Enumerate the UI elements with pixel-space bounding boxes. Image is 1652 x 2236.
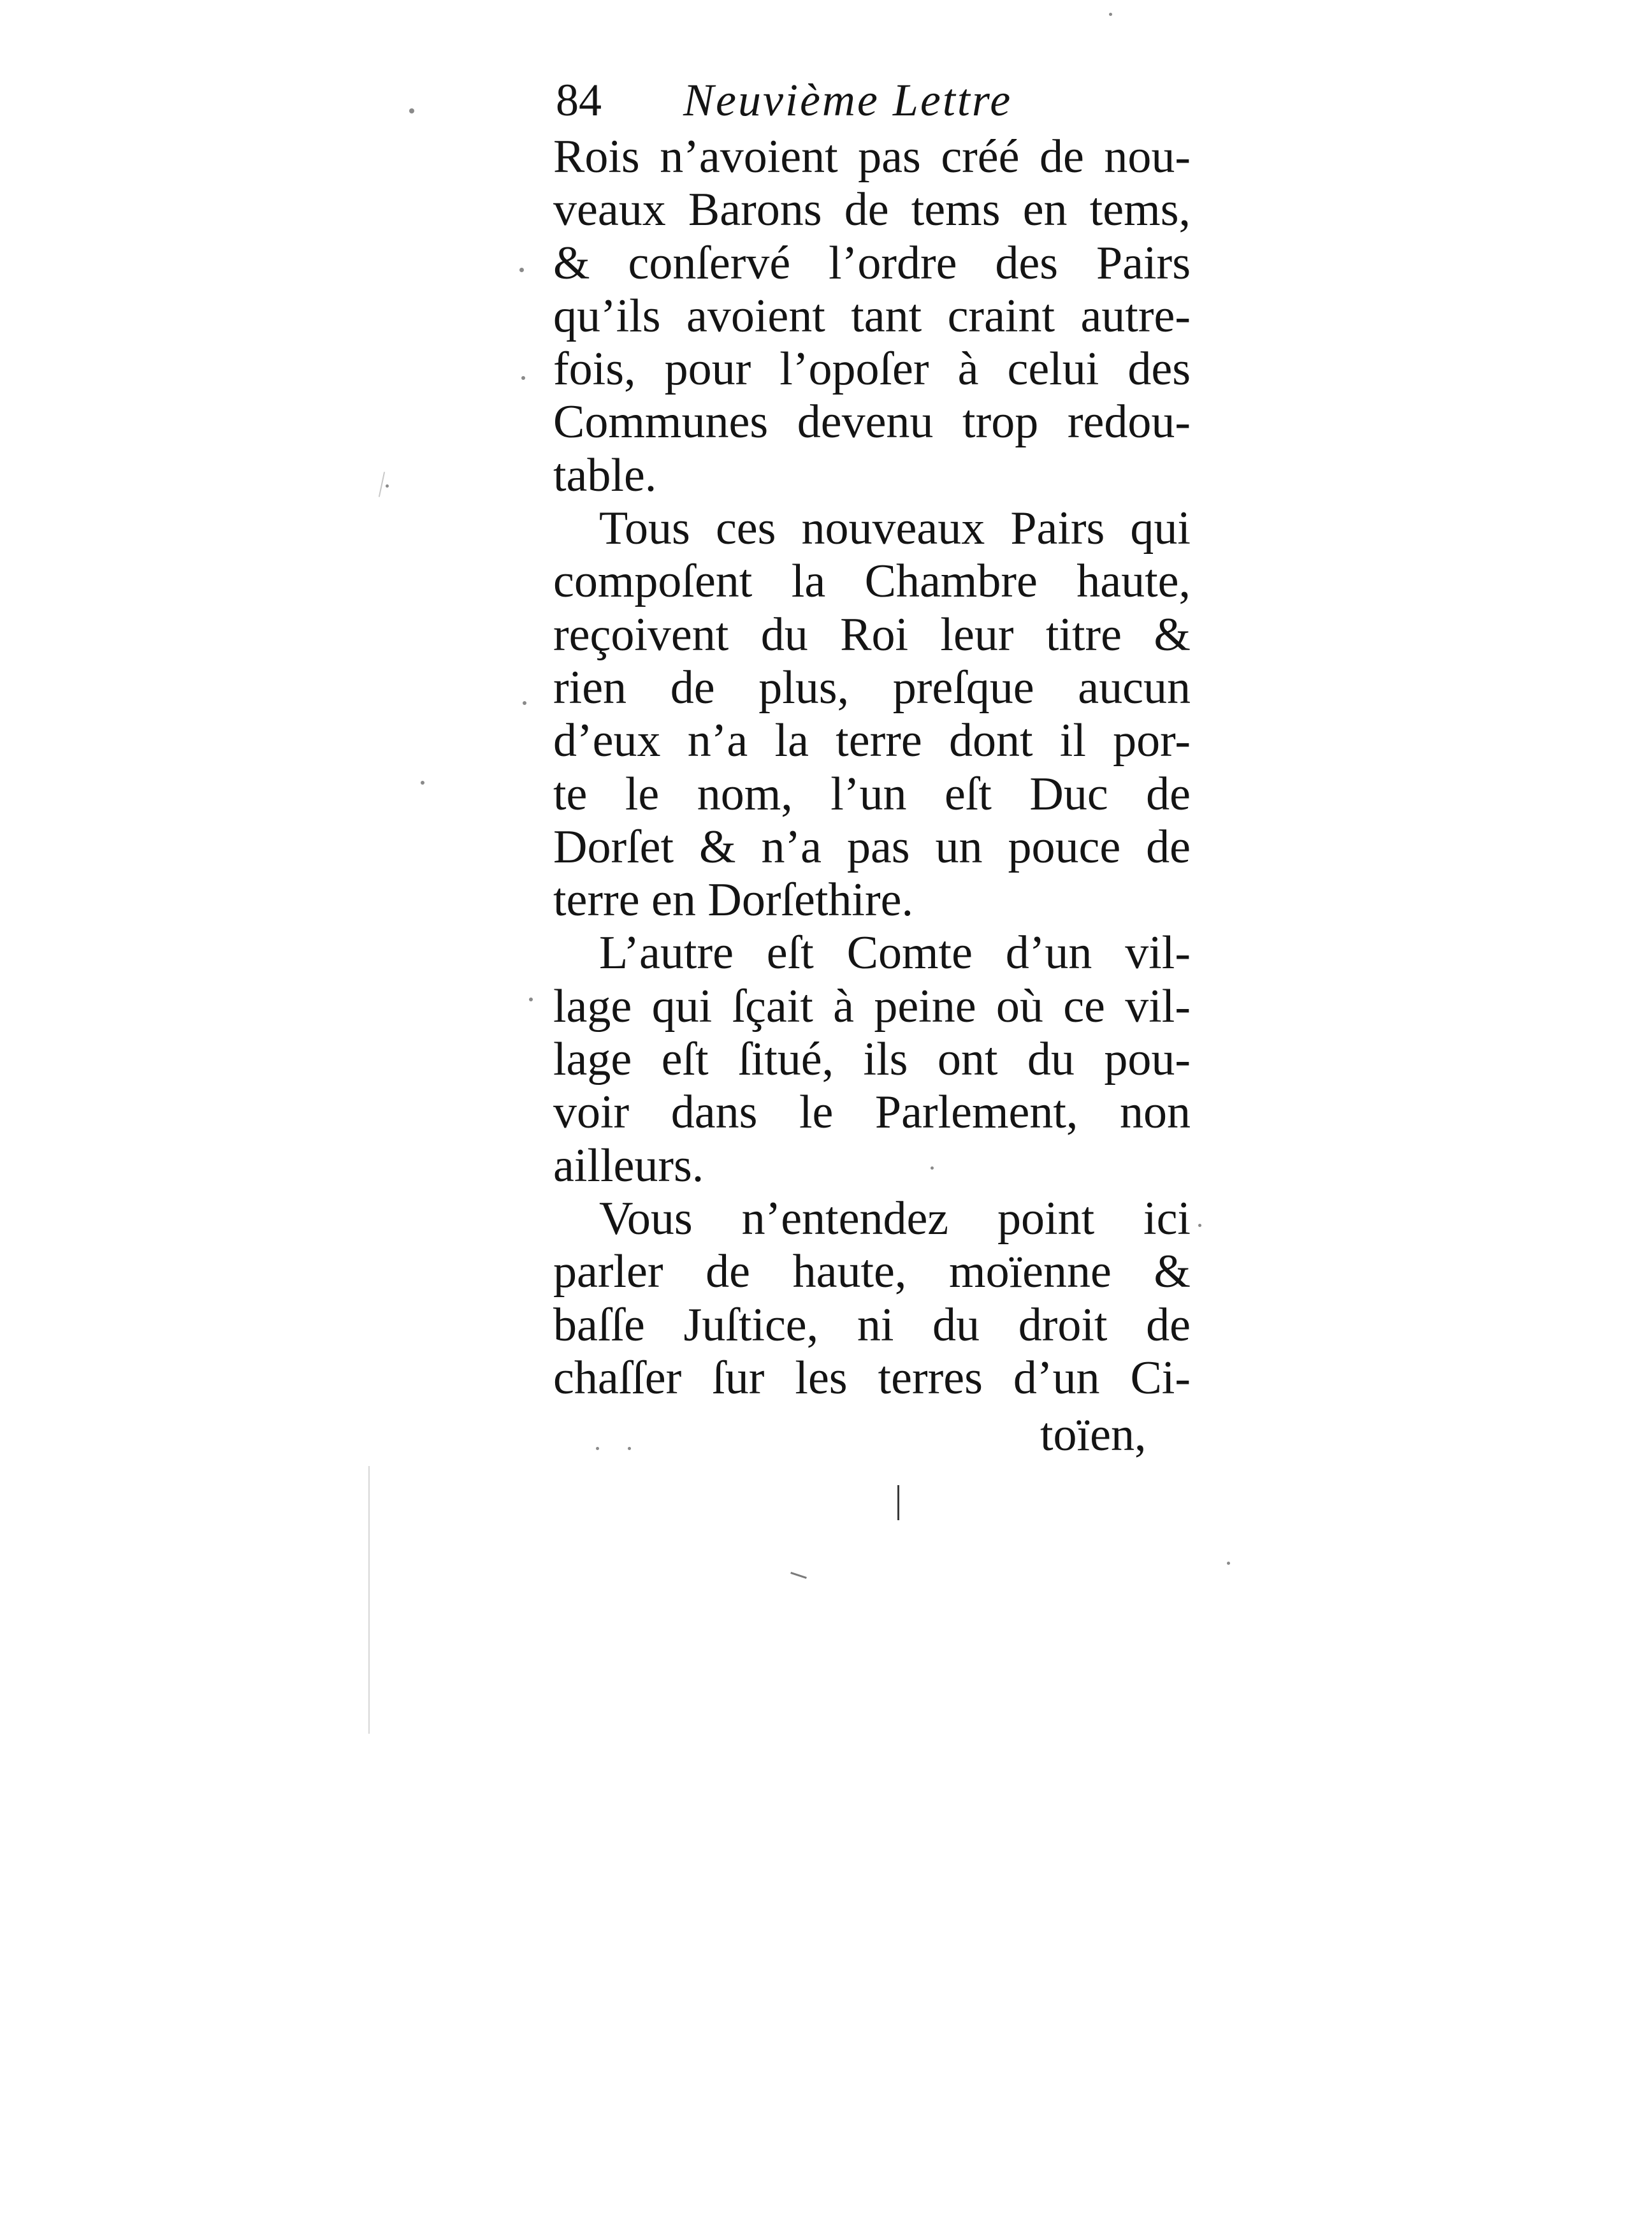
text-line: fois, pour l’opoſer à celui des <box>553 343 1191 396</box>
scan-mark <box>368 1466 370 1734</box>
scan-speck <box>1109 13 1112 16</box>
scan-speck <box>1227 1562 1230 1565</box>
text-line: L’autre eſt Comte d’un vil- <box>599 927 1191 980</box>
text-line: parler de haute, moïenne & <box>553 1245 1191 1298</box>
scan-speck <box>628 1447 631 1450</box>
text-line: terre en Dorſethire. <box>553 874 913 927</box>
running-title: Neuvième Lettre <box>683 75 1013 126</box>
catchword: toïen, <box>1040 1409 1147 1461</box>
scan-speck <box>421 781 424 785</box>
text-line: & conſervé l’ordre des Pairs <box>553 236 1191 289</box>
scan-speck <box>386 484 389 488</box>
text-line: veaux Barons de tems en tems, <box>553 184 1191 236</box>
text-line: ailleurs. <box>553 1139 704 1192</box>
scan-mark <box>897 1485 899 1520</box>
text-line: Dorſet & n’a pas un pouce de <box>553 820 1191 873</box>
scan-speck <box>931 1166 934 1170</box>
text-line: Vous n’entendez point ici <box>599 1192 1191 1245</box>
scan-mark <box>379 472 385 497</box>
text-line: reçoivent du Roi leur titre & <box>553 608 1191 661</box>
text-line: lage qui ſçait à peine où ce vil- <box>553 980 1191 1033</box>
scan-speck <box>521 376 525 380</box>
text-line: Communes devenu trop redou- <box>553 396 1191 449</box>
scan-speck <box>409 108 414 113</box>
text-line: compoſent la Chambre haute, <box>553 555 1191 608</box>
text-line: Tous ces nouveaux Pairs qui <box>599 502 1191 555</box>
scan-speck <box>529 998 533 1001</box>
scan-mark <box>790 1572 807 1579</box>
page-header <box>556 71 1012 129</box>
text-line: baſſe Juſtice, ni du droit de <box>553 1298 1191 1351</box>
text-line: d’eux n’a la terre dont il por- <box>553 715 1191 767</box>
text-line: te le nom, l’un eſt Duc de <box>553 767 1191 820</box>
body-text <box>553 131 1191 1405</box>
scan-speck <box>1198 1224 1201 1227</box>
text-line: chaſſer ſur les terres d’un Ci- <box>553 1351 1191 1404</box>
scan-speck <box>596 1447 599 1450</box>
page-number: 84 <box>556 75 602 126</box>
text-line: lage eſt ſitué, ils ont du pou- <box>553 1033 1191 1086</box>
text-line: qu’ils avoient tant craint autre- <box>553 289 1191 342</box>
text-line: table. <box>553 449 657 502</box>
text-line: Rois n’avoient pas créé de nou- <box>553 131 1191 183</box>
text-line: voir dans le Parlement, non <box>553 1086 1191 1139</box>
text-line: rien de plus, preſque aucun <box>553 661 1191 714</box>
scan-speck <box>519 268 524 272</box>
scan-speck <box>523 701 526 705</box>
